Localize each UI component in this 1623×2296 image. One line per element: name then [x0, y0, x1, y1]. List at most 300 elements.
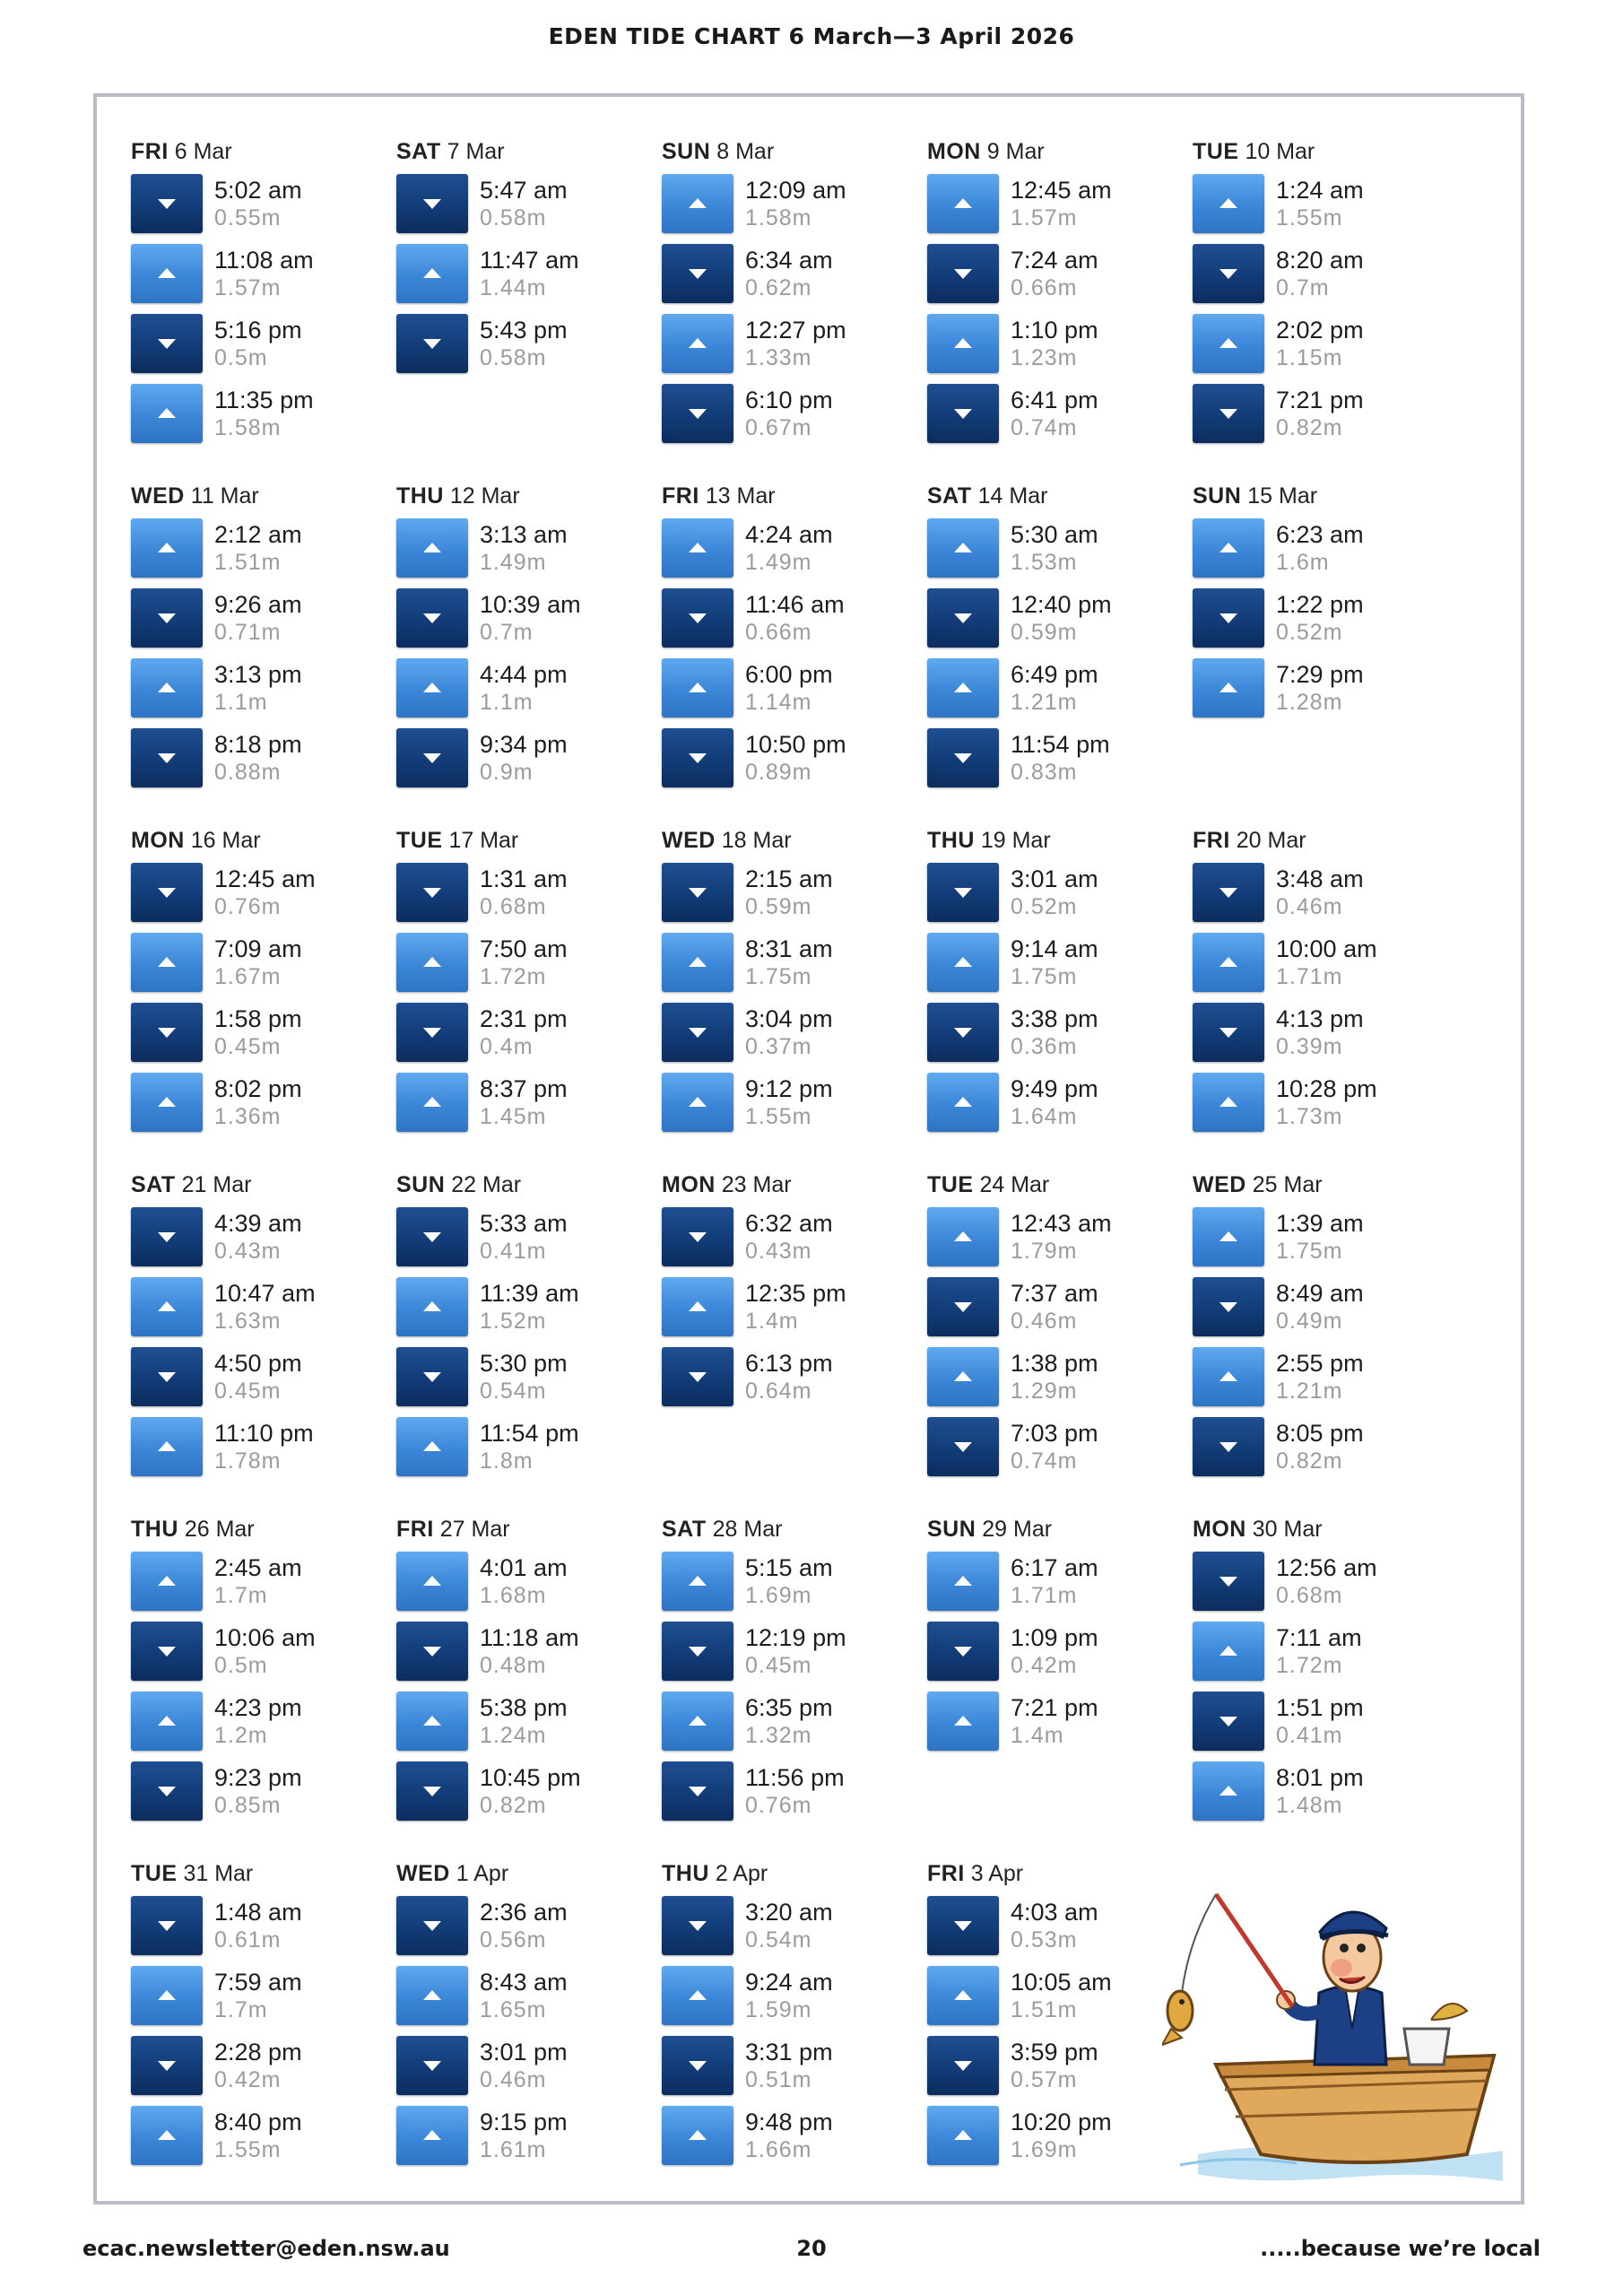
day-of-week: SAT: [396, 139, 441, 164]
high-tide-entry: [1193, 518, 1458, 578]
tide-height: 1.75m: [1011, 964, 1078, 989]
tide-height: 1.67m: [214, 964, 282, 989]
down-arrow-icon: [131, 2036, 203, 2095]
tide-height: 0.54m: [745, 1927, 812, 1952]
tide-time: 2:36 am: [480, 1899, 568, 1926]
tide-time: 1:24 am: [1276, 177, 1364, 204]
tide-text: [480, 1349, 568, 1405]
tide-text: [745, 1074, 833, 1130]
tide-height: 0.9m: [480, 760, 534, 785]
tide-height: 0.42m: [1011, 1653, 1078, 1678]
day-heading: [927, 1171, 1193, 1198]
tide-height: 0.67m: [745, 415, 812, 440]
down-arrow-icon: [1193, 1552, 1264, 1611]
low-tide-entry: [662, 384, 927, 443]
day-of-week: SUN: [396, 1172, 446, 1197]
up-arrow-icon: [396, 1552, 468, 1611]
day-block: [927, 138, 1193, 483]
up-arrow-icon: [396, 2106, 468, 2165]
tide-text: [1276, 1004, 1364, 1060]
day-heading: [1193, 483, 1458, 509]
tide-time: 7:37 am: [1011, 1280, 1098, 1307]
tide-time: 3:48 am: [1276, 865, 1364, 892]
tide-time: 12:27 pm: [745, 317, 846, 344]
day-of-week: THU: [131, 1517, 178, 1542]
tide-time: 3:01 am: [1011, 865, 1098, 892]
low-tide-entry: [927, 1277, 1193, 1336]
day-block: [927, 1171, 1193, 1516]
tide-time: 8:40 pm: [214, 2109, 302, 2135]
day-of-week: THU: [927, 828, 975, 853]
tide-text: [1011, 1693, 1098, 1749]
tide-time: 6:34 am: [745, 247, 833, 274]
down-arrow-icon: [927, 588, 999, 648]
tide-height: 0.68m: [1276, 1583, 1343, 1608]
tide-height: 0.37m: [745, 1034, 812, 1059]
high-tide-entry: [396, 1552, 662, 1611]
up-arrow-icon: [662, 1966, 733, 2025]
high-tide-entry: [1193, 933, 1458, 992]
tide-text: [1011, 660, 1098, 716]
tide-time: 11:47 am: [480, 247, 579, 274]
day-block: [662, 1516, 927, 1860]
up-arrow-icon: [662, 518, 733, 578]
low-tide-entry: [131, 174, 396, 233]
low-tide-entry: [927, 863, 1193, 922]
tide-height: 0.55m: [214, 205, 282, 230]
day-heading: [927, 138, 1193, 165]
down-arrow-icon: [396, 1761, 468, 1821]
tide-text: [480, 2108, 568, 2163]
tide-time: 6:00 pm: [745, 661, 833, 688]
down-arrow-icon: [662, 1896, 733, 1955]
tide-text: [1276, 246, 1364, 301]
tide-time: 12:43 am: [1011, 1210, 1112, 1237]
down-arrow-icon: [662, 863, 733, 922]
footer-email: ecac.newsletter@eden.nsw.au: [82, 2236, 450, 2261]
down-arrow-icon: [927, 1417, 999, 1476]
high-tide-entry: [1193, 1207, 1458, 1266]
tide-text: [745, 520, 833, 576]
low-tide-entry: [662, 1347, 927, 1406]
tide-time: 12:35 pm: [745, 1280, 846, 1307]
down-arrow-icon: [1193, 1277, 1264, 1336]
up-arrow-icon: [131, 2106, 203, 2165]
day-date: 7 Mar: [447, 139, 505, 164]
tide-time: 3:13 am: [480, 521, 568, 548]
tide-time: 9:48 pm: [745, 2109, 833, 2135]
day-block: [662, 1860, 927, 2205]
tide-time: 6:17 am: [1011, 1554, 1098, 1581]
tide-time: 10:06 am: [214, 1624, 316, 1651]
tide-text: [214, 176, 302, 231]
tide-text: [214, 1968, 302, 2023]
tide-height: 0.66m: [745, 620, 812, 645]
day-block: [131, 1860, 396, 2205]
day-date: 26 Mar: [184, 1517, 255, 1542]
low-tide-entry: [396, 588, 662, 648]
tide-text: [1276, 1419, 1364, 1474]
tide-height: 1.49m: [745, 550, 812, 575]
low-tide-entry: [927, 1896, 1193, 1955]
day-of-week: TUE: [396, 828, 443, 853]
tide-chart-frame: [93, 93, 1524, 2205]
low-tide-entry: [1193, 588, 1458, 648]
tide-time: 10:39 am: [480, 591, 581, 618]
tide-text: [480, 1693, 568, 1749]
day-heading: [927, 483, 1193, 509]
tide-height: 1.65m: [480, 1997, 547, 2022]
up-arrow-icon: [662, 1073, 733, 1132]
tide-time: 6:32 am: [745, 1210, 833, 1237]
day-date: 12 Mar: [449, 483, 520, 509]
low-tide-entry: [1193, 863, 1458, 922]
tide-time: 8:18 pm: [214, 731, 302, 758]
tide-height: 0.7m: [1276, 275, 1330, 300]
tide-text: [480, 1419, 579, 1474]
tide-text: [480, 730, 568, 786]
high-tide-entry: [927, 1552, 1193, 1611]
high-tide-entry: [662, 314, 927, 373]
tide-text: [214, 935, 302, 990]
tide-time: 6:23 am: [1276, 521, 1364, 548]
tide-height: 0.54m: [480, 1378, 547, 1404]
tide-time: 1:58 pm: [214, 1005, 302, 1032]
tide-time: 2:12 am: [214, 521, 302, 548]
tide-time: 8:20 am: [1276, 247, 1364, 274]
low-tide-entry: [1193, 384, 1458, 443]
day-date: 30 Mar: [1252, 1517, 1323, 1542]
high-tide-entry: [662, 1073, 927, 1132]
tide-text: [745, 1763, 845, 1819]
low-tide-entry: [662, 728, 927, 787]
down-arrow-icon: [927, 1622, 999, 1681]
tide-time: 2:31 pm: [480, 1005, 568, 1032]
low-tide-entry: [927, 2036, 1193, 2095]
day-heading: [131, 138, 396, 165]
day-date: 28 Mar: [712, 1517, 783, 1542]
day-date: 2 Apr: [715, 1861, 768, 1886]
tide-time: 1:38 pm: [1011, 1350, 1098, 1377]
down-arrow-icon: [396, 588, 468, 648]
day-of-week: MON: [131, 828, 185, 853]
tide-height: 1.36m: [214, 1104, 282, 1129]
tide-text: [1276, 1209, 1364, 1265]
low-tide-entry: [662, 2036, 927, 2095]
fisherman-in-boat-illustration: [1162, 1885, 1512, 2190]
tide-height: 1.33m: [745, 345, 812, 370]
tide-time: 12:56 am: [1276, 1554, 1377, 1581]
tide-text: [480, 1074, 568, 1130]
low-tide-entry: [927, 1003, 1193, 1062]
up-arrow-icon: [396, 1692, 468, 1751]
tide-text: [480, 1623, 579, 1679]
tide-text: [480, 1968, 568, 2023]
low-tide-entry: [662, 1896, 927, 1955]
day-of-week: TUE: [1193, 139, 1239, 164]
tide-height: 1.69m: [745, 1583, 812, 1608]
tide-text: [1011, 1349, 1098, 1405]
tide-text: [214, 246, 314, 301]
tide-time: 7:11 am: [1276, 1624, 1362, 1651]
up-arrow-icon: [662, 2106, 733, 2165]
up-arrow-icon: [662, 314, 733, 373]
up-arrow-icon: [396, 1966, 468, 2025]
day-date: 21 Mar: [181, 1172, 252, 1197]
day-heading: [927, 1860, 1193, 1887]
high-tide-entry: [131, 1552, 396, 1611]
tide-height: 0.46m: [480, 2067, 547, 2092]
tide-height: 0.74m: [1011, 1448, 1078, 1474]
tide-time: 6:10 pm: [745, 387, 833, 413]
low-tide-entry: [927, 588, 1193, 648]
tide-time: 12:19 pm: [745, 1624, 846, 1651]
high-tide-entry: [1193, 1073, 1458, 1132]
tide-time: 10:47 am: [214, 1280, 316, 1307]
tide-text: [745, 1968, 833, 2023]
low-tide-entry: [396, 314, 662, 373]
tide-text: [1011, 865, 1098, 920]
tide-time: 2:28 pm: [214, 2039, 302, 2066]
up-arrow-icon: [1193, 174, 1264, 233]
tide-text: [745, 2038, 833, 2093]
tide-text: [214, 1623, 316, 1679]
day-date: 25 Mar: [1252, 1172, 1323, 1197]
tide-text: [1011, 1419, 1098, 1474]
tide-time: 11:35 pm: [214, 387, 314, 413]
high-tide-entry: [927, 1966, 1193, 2025]
tide-text: [214, 1004, 302, 1060]
tide-height: 1.68m: [480, 1583, 547, 1608]
day-of-week: TUE: [131, 1861, 178, 1886]
tide-text: [1276, 316, 1364, 371]
tide-time: 8:01 pm: [1276, 1764, 1364, 1791]
down-arrow-icon: [1193, 1417, 1264, 1476]
down-arrow-icon: [396, 863, 468, 922]
up-arrow-icon: [1193, 1347, 1264, 1406]
tide-height: 0.82m: [480, 1793, 547, 1818]
tide-text: [480, 520, 568, 576]
day-block: [131, 1516, 396, 1860]
down-arrow-icon: [662, 1761, 733, 1821]
down-arrow-icon: [396, 1003, 468, 1062]
tide-text: [745, 865, 833, 920]
day-of-week: FRI: [396, 1517, 434, 1542]
tide-text: [1276, 935, 1377, 990]
tide-time: 1:31 am: [480, 865, 568, 892]
tide-time: 1:10 pm: [1011, 317, 1098, 344]
tide-time: 6:13 pm: [745, 1350, 833, 1377]
tide-text: [214, 1209, 302, 1265]
up-arrow-icon: [927, 1552, 999, 1611]
low-tide-entry: [396, 1896, 662, 1955]
day-heading: [131, 1171, 396, 1198]
tide-height: 0.58m: [480, 345, 547, 370]
tide-height: 1.15m: [1276, 345, 1343, 370]
tide-text: [745, 1553, 833, 1609]
low-tide-entry: [662, 1207, 927, 1266]
tide-text: [1011, 1004, 1098, 1060]
tide-text: [480, 1209, 568, 1265]
day-of-week: THU: [396, 483, 444, 509]
low-tide-entry: [662, 244, 927, 303]
day-heading: [1193, 827, 1458, 854]
day-block: [662, 1171, 927, 1516]
tide-time: 7:29 pm: [1276, 661, 1364, 688]
tide-text: [214, 1763, 302, 1819]
tide-time: 12:40 pm: [1011, 591, 1112, 618]
high-tide-entry: [1193, 658, 1458, 718]
day-date: 22 Mar: [451, 1172, 522, 1197]
high-tide-entry: [396, 1692, 662, 1751]
low-tide-entry: [131, 1207, 396, 1266]
low-tide-entry: [131, 863, 396, 922]
down-arrow-icon: [396, 1207, 468, 1266]
day-heading: [662, 1171, 927, 1198]
up-arrow-icon: [1193, 1761, 1264, 1821]
tide-time: 3:13 pm: [214, 661, 302, 688]
tide-text: [214, 1553, 302, 1609]
tide-height: 0.42m: [214, 2067, 282, 2092]
tide-height: 1.44m: [480, 275, 547, 300]
up-arrow-icon: [131, 1692, 203, 1751]
day-block: [396, 483, 662, 827]
tide-time: 10:45 pm: [480, 1764, 581, 1791]
tide-height: 1.49m: [480, 550, 547, 575]
down-arrow-icon: [927, 2036, 999, 2095]
tide-text: [1276, 1074, 1377, 1130]
tide-text: [214, 865, 316, 920]
tide-height: 0.59m: [745, 894, 812, 919]
tide-height: 0.89m: [745, 760, 812, 785]
tide-text: [745, 1279, 846, 1335]
tide-time: 2:02 pm: [1276, 317, 1364, 344]
up-arrow-icon: [396, 658, 468, 718]
high-tide-entry: [662, 1277, 927, 1336]
tide-time: 8:31 am: [745, 935, 833, 962]
down-arrow-icon: [131, 314, 203, 373]
footer-tagline: .....because we’re local: [1260, 2236, 1541, 2261]
day-of-week: WED: [662, 828, 716, 853]
tide-text: [745, 176, 846, 231]
tide-height: 1.57m: [1011, 205, 1078, 230]
tide-height: 1.4m: [745, 1309, 799, 1334]
day-heading: [662, 138, 927, 165]
tide-height: 1.71m: [1011, 1583, 1078, 1608]
tide-height: 1.21m: [1276, 1378, 1343, 1404]
tide-time: 1:39 am: [1276, 1210, 1364, 1237]
low-tide-entry: [396, 1003, 662, 1062]
day-of-week: MON: [662, 1172, 716, 1197]
low-tide-entry: [396, 174, 662, 233]
high-tide-entry: [396, 933, 662, 992]
tide-time: 12:45 am: [214, 865, 316, 892]
tide-time: 10:05 am: [1011, 1969, 1112, 1996]
tide-text: [214, 2108, 302, 2163]
tide-height: 1.21m: [1011, 690, 1078, 715]
tide-height: 0.57m: [1011, 2067, 1078, 2092]
tide-height: 1.73m: [1276, 1104, 1343, 1129]
tide-text: [1011, 316, 1098, 371]
low-tide-entry: [131, 1761, 396, 1821]
tide-text: [480, 660, 568, 716]
tide-text: [480, 1898, 568, 1953]
tide-time: 5:02 am: [214, 177, 302, 204]
tide-time: 9:12 pm: [745, 1075, 833, 1102]
tide-time: 9:34 pm: [480, 731, 568, 758]
up-arrow-icon: [1193, 518, 1264, 578]
tide-height: 0.43m: [745, 1239, 812, 1264]
up-arrow-icon: [1193, 314, 1264, 373]
tide-height: 0.4m: [480, 1034, 534, 1059]
tide-height: 1.55m: [745, 1104, 812, 1129]
high-tide-entry: [927, 1073, 1193, 1132]
tide-height: 1.29m: [1011, 1378, 1078, 1404]
day-heading: [396, 1860, 662, 1887]
day-block: [662, 827, 927, 1171]
day-date: 16 Mar: [190, 828, 261, 853]
day-of-week: TUE: [927, 1172, 974, 1197]
tide-text: [745, 1898, 833, 1953]
tide-time: 4:39 am: [214, 1210, 302, 1237]
day-heading: [662, 827, 927, 854]
up-arrow-icon: [662, 658, 733, 718]
tide-text: [480, 2038, 568, 2093]
tide-text: [480, 316, 568, 371]
tide-height: 0.45m: [214, 1034, 282, 1059]
tide-time: 7:50 am: [480, 935, 568, 962]
tide-time: 7:21 pm: [1276, 387, 1364, 413]
high-tide-entry: [131, 1277, 396, 1336]
tide-text: [1276, 660, 1364, 716]
tide-text: [480, 590, 581, 646]
day-of-week: FRI: [1193, 828, 1230, 853]
high-tide-entry: [396, 2106, 662, 2165]
tide-time: 3:20 am: [745, 1899, 833, 1926]
tide-text: [745, 935, 833, 990]
down-arrow-icon: [131, 1761, 203, 1821]
down-arrow-icon: [1193, 863, 1264, 922]
tide-height: 0.74m: [1011, 415, 1078, 440]
up-arrow-icon: [927, 933, 999, 992]
tide-time: 5:15 am: [745, 1554, 833, 1581]
tide-text: [480, 1279, 579, 1335]
tide-text: [214, 1898, 302, 1953]
up-arrow-icon: [131, 1552, 203, 1611]
tide-height: 1.8m: [480, 1448, 534, 1474]
tide-text: [745, 1209, 833, 1265]
tide-height: 1.71m: [1276, 964, 1343, 989]
tide-height: 1.66m: [745, 2137, 812, 2162]
tide-height: 1.69m: [1011, 2137, 1078, 2162]
up-arrow-icon: [1193, 933, 1264, 992]
tide-time: 6:35 pm: [745, 1694, 833, 1721]
high-tide-entry: [662, 658, 927, 718]
day-heading: [1193, 1171, 1458, 1198]
tide-text: [214, 730, 302, 786]
down-arrow-icon: [131, 174, 203, 233]
up-arrow-icon: [927, 518, 999, 578]
tide-time: 1:48 am: [214, 1899, 302, 1926]
tide-time: 12:45 am: [1011, 177, 1112, 204]
low-tide-entry: [662, 1003, 927, 1062]
tide-time: 11:08 am: [214, 247, 314, 274]
footer-page-number: 20: [796, 2236, 827, 2261]
tide-time: 5:47 am: [480, 177, 568, 204]
up-arrow-icon: [396, 1417, 468, 1476]
down-arrow-icon: [927, 384, 999, 443]
tide-height: 1.63m: [214, 1309, 282, 1334]
